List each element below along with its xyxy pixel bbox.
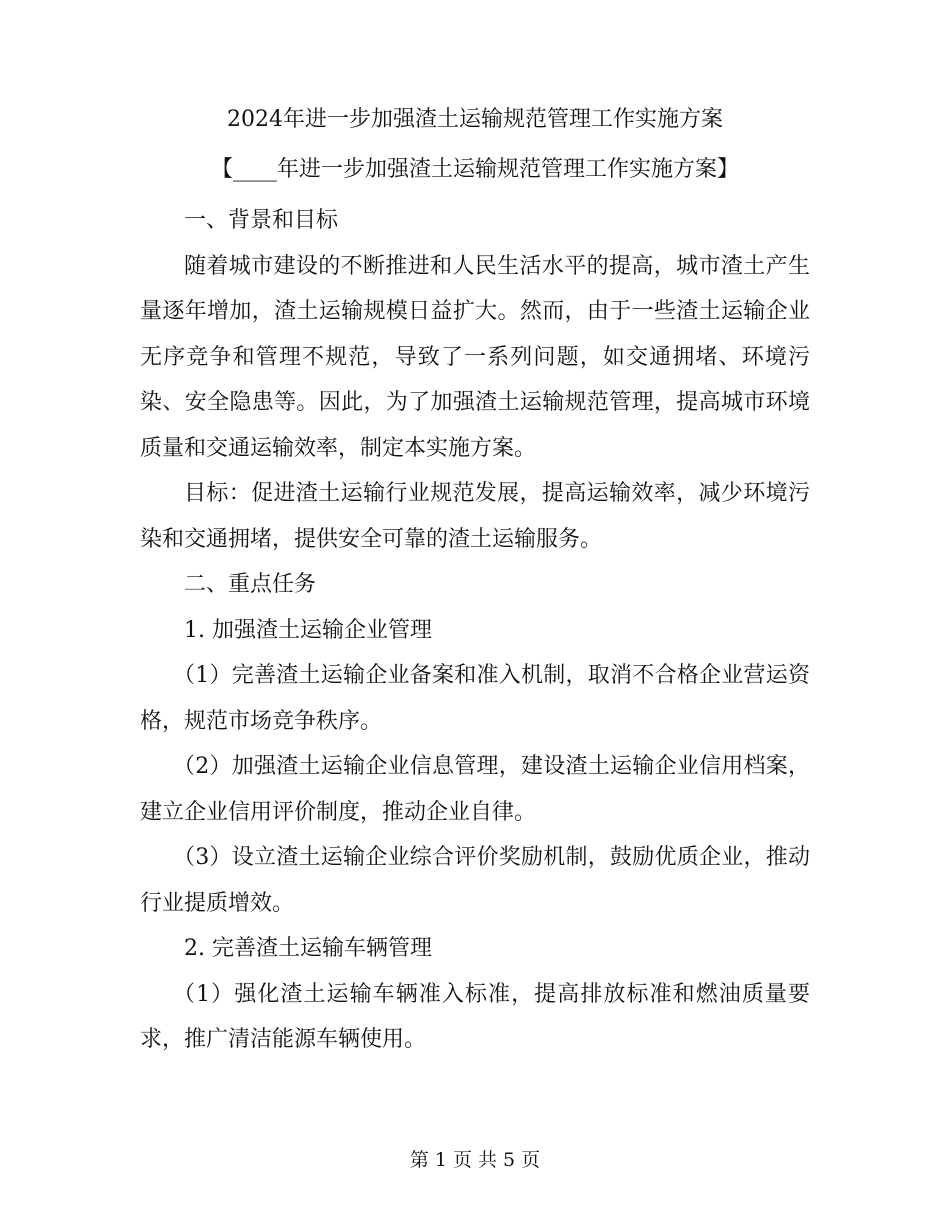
paragraph-background: 随着城市建设的不断推进和人民生活水平的提高，城市渣土产生量逐年增加，渣土运输规模日益扩大。然而，由于一些渣土运输企业无序竞争和管理不规范，导致了一系列问题，如交通拥堵、环境污染、安全隐患等。因此，为了加强渣土运输规范管理，提高城市环境质量和交通运输效率，制定本实施方案。: [140, 253, 810, 461]
section-heading-key-tasks: 二、重点任务: [184, 572, 317, 597]
list-item: （1）完善渣土运输企业备案和准入机制，取消不合格企业营运资格，规范市场竞争秩序。: [140, 663, 810, 734]
document-subtitle: 【____年进一步加强渣土运输规范管理工作实施方案】: [210, 157, 739, 182]
section-heading-background: 一、背景和目标: [184, 208, 339, 233]
subsection-heading-vehicles: 2. 完善渣土运输车辆管理: [184, 936, 432, 961]
paragraph-goal: 目标：促进渣土运输行业规范发展，提高运输效率，减少环境污染和交通拥堵，提供安全可靠的渣土运输服务。: [140, 481, 810, 552]
document-body: [140, 198, 810, 1063]
page-footer: 第 1 页 共 5 页: [409, 1149, 541, 1171]
list-item: （2）加强渣土运输企业信息管理，建设渣土运输企业信用档案，建立企业信用评价制度，推动企业自律。: [140, 754, 810, 825]
document-title: 2024年进一步加强渣土运输规范管理工作实施方案: [227, 107, 723, 132]
list-item: （3）设立渣土运输企业综合评价奖励机制，鼓励优质企业，推动行业提质增效。: [140, 845, 810, 916]
subsection-heading-enterprise: 1. 加强渣土运输企业管理: [184, 617, 432, 643]
list-item: （1）强化渣土运输车辆准入标准，提高排放标准和燃油质量要求，推广清洁能源车辆使用。: [140, 981, 810, 1052]
